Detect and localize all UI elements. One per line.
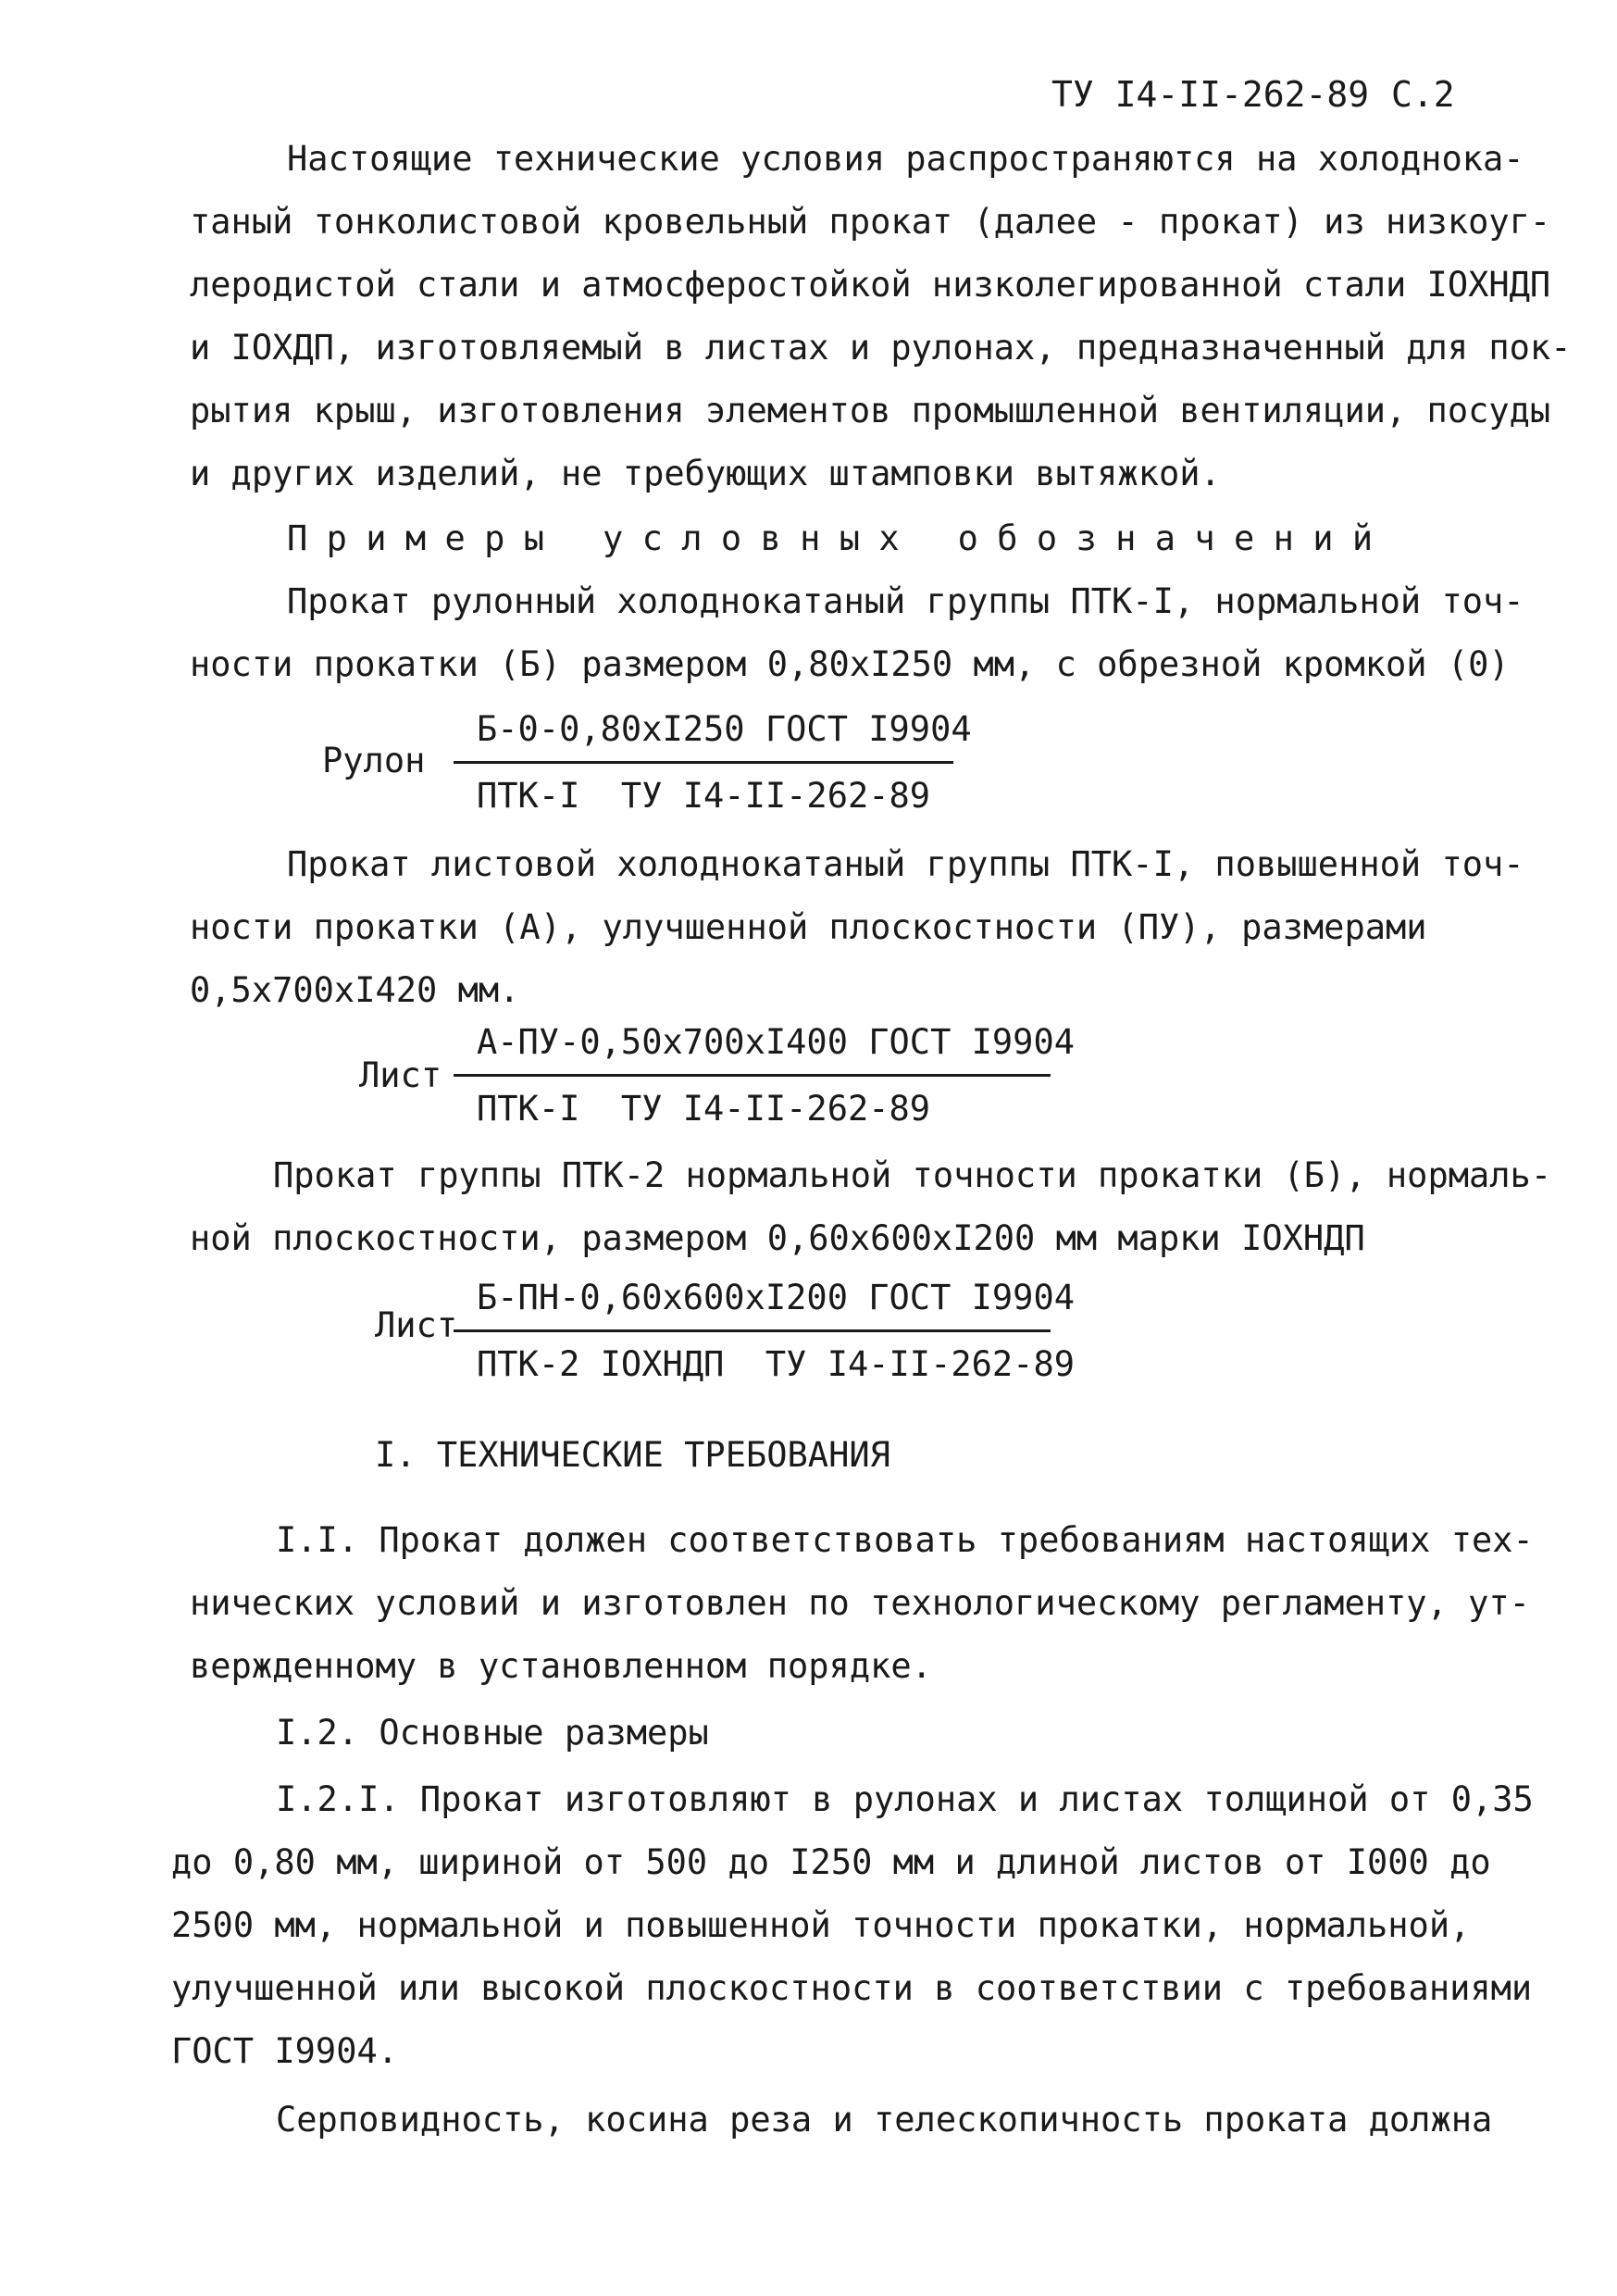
example3-fraction-bar [454, 1329, 1051, 1332]
example1-line: ности прокатки (Б) размером 0,80хI250 мм, с обрезной кромкой (0) [190, 644, 1510, 684]
example1-fraction-bar [454, 761, 953, 764]
example1-denominator: ПТК-I ТУ I4-II-262-89 [477, 776, 931, 816]
example2-numerator: А-ПУ-0,50х700хI400 ГОСТ I9904 [477, 1022, 1076, 1062]
example2-line: 0,5х700хI420 мм. [190, 970, 520, 1010]
intro-line: Настоящие технические условия распространяются на холоднока- [287, 139, 1524, 179]
example3-line: ной плоскостности, размером 0,60х600хI200 мм марки IОХНДП [190, 1218, 1365, 1258]
example3-numerator: Б-ПН-0,60х600хI200 ГОСТ I9904 [477, 1278, 1076, 1317]
example2-label: Лист [359, 1055, 442, 1095]
intro-line: рытия крыш, изготовления элементов промышленной вентиляции, посуды [190, 391, 1551, 430]
example2-denominator: ПТК-I ТУ I4-II-262-89 [477, 1089, 931, 1129]
example1-line: Прокат рулонный холоднокатаный группы ПТК-I, нормальной точ- [287, 581, 1524, 621]
section-title: I. ТЕХНИЧЕСКИЕ ТРЕБОВАНИЯ [375, 1435, 890, 1475]
clause-1-1-line: вержденному в установленном порядке. [190, 1646, 932, 1686]
clause-1-1-line: I.I. Прокат должен соответствовать требованиям настоящих тех- [276, 1520, 1534, 1560]
last-paragraph-line: Серповидность, косина реза и телескопичность проката должна [276, 2100, 1493, 2140]
example2-fraction-bar [454, 1074, 1051, 1077]
clause-1-2: I.2. Основные размеры [276, 1713, 709, 1753]
intro-line: таный тонколистовой кровельный прокат (далее - прокат) из низкоуг- [190, 202, 1551, 242]
intro-line: леродистой стали и атмосферостойкой низколегированной стали IОХНДП [190, 265, 1551, 305]
example2-line: ности прокатки (А), улучшенной плоскостности (ПУ), размерами [190, 907, 1427, 947]
example1-numerator: Б-0-0,80хI250 ГОСТ I9904 [477, 709, 972, 749]
page-number: С.2 [1391, 74, 1455, 115]
example3-denominator: ПТК-2 IОХНДП ТУ I4-II-262-89 [477, 1344, 1076, 1384]
example1-label: Рулон [322, 741, 426, 780]
intro-line: и других изделий, не требующих штамповки вытяжкой. [190, 454, 1221, 493]
examples-heading: Примеры условных обозначений [287, 518, 1392, 558]
example3-line: Прокат группы ПТК-2 нормальной точности прокатки (Б), нормаль- [273, 1155, 1552, 1195]
clause-1-2-1-line: ГОСТ I9904. [171, 2031, 399, 2071]
clause-1-2-1-line: 2500 мм, нормальной и повышенной точности прокатки, нормальной, [171, 1905, 1471, 1945]
doc-reference: ТУ I4-II-262-89 [1051, 74, 1370, 115]
example2-line: Прокат листовой холоднокатаный группы ПТК-I, повышенной точ- [287, 844, 1524, 884]
clause-1-2-1-line: до 0,80 мм, шириной от 500 до I250 мм и длиной листов от I000 до [171, 1842, 1491, 1882]
example3-label: Лист [375, 1305, 458, 1345]
clause-1-2-1-line: улучшенной или высокой плоскостности в соответствии с требованиями [171, 1968, 1533, 2008]
intro-line: и IОХДП, изготовляемый в листах и рулонах, предназначенный для пок- [190, 328, 1572, 368]
clause-1-1-line: нических условий и изготовлен по технологическому регламенту, ут- [190, 1583, 1530, 1623]
clause-1-2-1-line: I.2.I. Прокат изготовляют в рулонах и листах толщиной от 0,35 [276, 1779, 1534, 1819]
